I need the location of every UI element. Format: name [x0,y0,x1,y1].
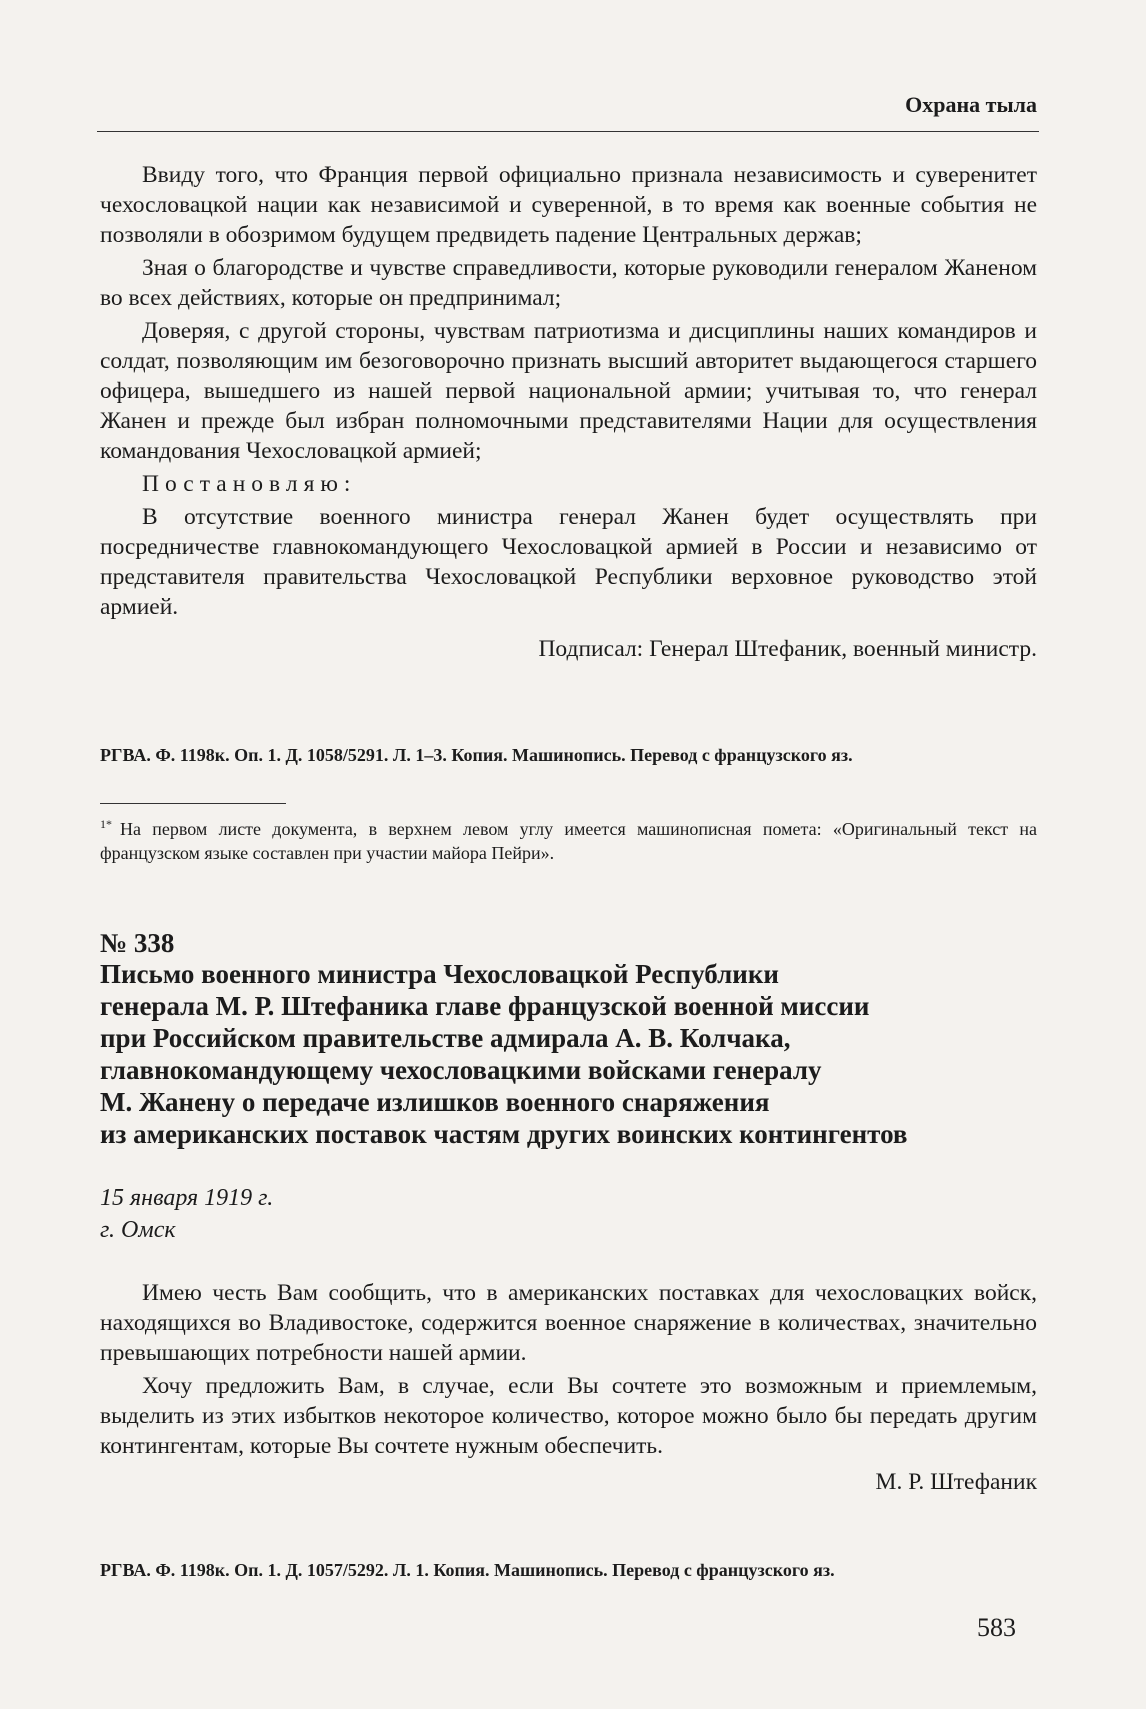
document-title [100,958,1040,1150]
title-line: генерала М. Р. Штефаника главе французской военной миссии [100,991,870,1021]
decree-body [100,160,1037,664]
header-rule [97,131,1039,132]
document-number: № 338 [100,928,175,958]
letter-source: РГВА. Ф. 1198к. Оп. 1. Д. 1057/5292. Л. 1. Копия. Машинопись. Перевод с французского яз. [100,1560,835,1580]
running-header: Охрана тыла [905,92,1037,117]
decree-signature: Подписал: Генерал Штефаник, военный министр. [538,636,1037,662]
letter-paragraph: Имею честь Вам сообщить, что в американских поставках для чехословацких войск, находящихся во Владивостоке, содержится военное снаряжение в количествах, значительно превышающих потребности нашей армии. [100,1280,1037,1366]
footnote [100,812,1037,865]
document-place: г. Омск [100,1217,176,1243]
document-date: 15 января 1919 г. [100,1185,274,1211]
letter-body [100,1278,1037,1497]
letter-signature: М. Р. Штефаник [875,1469,1037,1495]
page-number: 583 [977,1613,1016,1642]
title-line: Письмо военного министра Чехословацкой Республики [100,959,779,989]
title-line: М. Жанену о передаче излишков военного снаряжения [100,1087,770,1117]
decree-source: РГВА. Ф. 1198к. Оп. 1. Д. 1058/5291. Л. 1–3. Копия. Машинопись. Перевод с французского яз. [100,745,853,765]
decree-paragraph: Зная о благородстве и чувстве справедливости, которые руководили генералом Жаненом во всех действиях, которые он предпринимал; [100,255,1037,311]
decree-paragraph: Ввиду того, что Франция первой официально признала независимость и суверенитет чехословацкой нации как независимой и суверенной, в то время как военные события не позволяли в обозримом будущем предвидеть падение Центральных держав; [100,162,1037,248]
footnote-rule [100,803,286,804]
title-line: из американских поставок частям других воинских контингентов [100,1119,908,1149]
resolution-word: Постановляю: [142,471,357,497]
title-line: главнокомандующему чехословацкими войсками генералу [100,1055,822,1085]
title-line: при Российском правительстве адмирала А. В. Колчака, [100,1023,791,1053]
footnote-marker: 1* [100,817,112,831]
footnote-text: На первом листе документа, в верхнем левом углу имеется машинописная помета: «Оригинальный текст на французском языке составлен при участии майора Пейри». [100,819,1037,863]
letter-paragraph: Хочу предложить Вам, в случае, если Вы сочтете это возможным и приемлемым, выделить из этих избытков некоторое количество, которое можно было бы передать другим контингентам, которые Вы сочтете нужным обеспечить. [100,1373,1037,1459]
decree-paragraph: Доверяя, с другой стороны, чувствам патриотизма и дисциплины наших командиров и солдат, позволяющим им безоговорочно признать высший авторитет выдающегося старшего офицера, вышедшего из нашей первой национальной армии; учитывая то, что генерал Жанен и прежде был избран полномочными представителями Нации для осуществления командования Чехословацкой армией; [100,318,1037,464]
resolution-text: В отсутствие военного министра генерал Жанен будет осуществлять при посредничестве главнокомандующего Чехословацкой армией в России и независимо от представителя правительства Чехословацкой Республики верховное руководство этой армией. [100,504,1037,620]
